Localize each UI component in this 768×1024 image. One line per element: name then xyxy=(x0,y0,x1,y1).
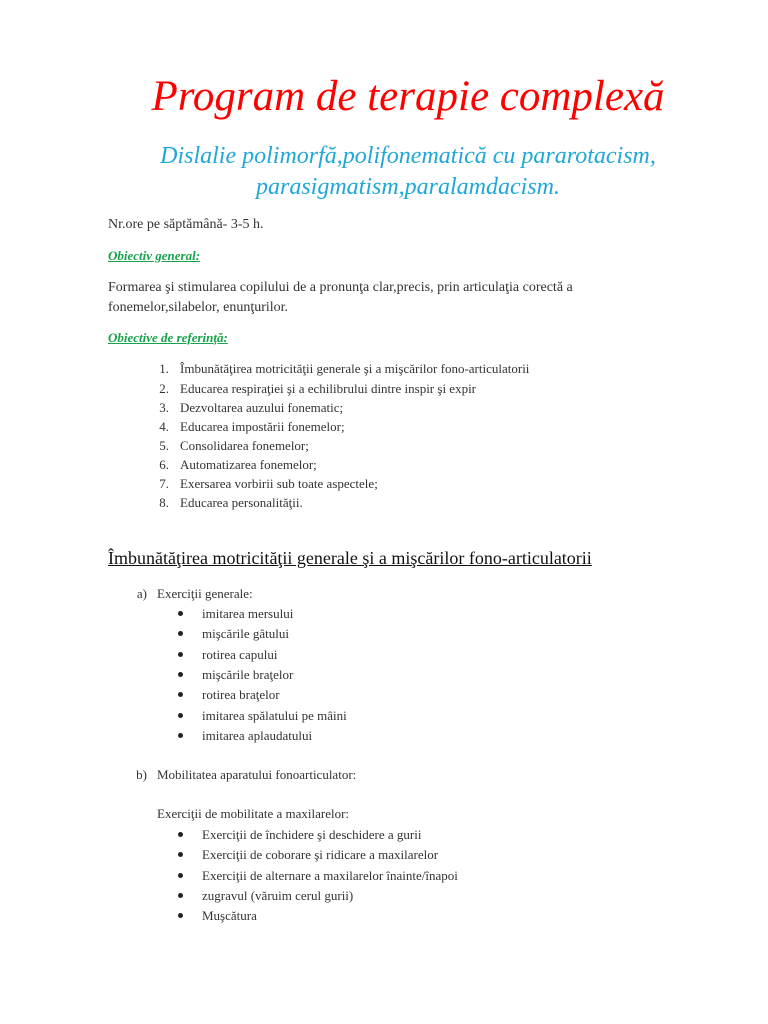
item-text: mişcările braţelor xyxy=(202,667,294,682)
general-objective-heading: Obiectiv general: xyxy=(108,248,201,263)
item-text: Dezvoltarea auzului fonematic; xyxy=(180,400,344,415)
reference-objectives-heading: Obiective de referinţă: xyxy=(108,330,228,345)
item-text: Îmbunătăţirea motricităţii generale şi a mişcărilor fono-articulatorii xyxy=(180,361,530,376)
bullet-icon xyxy=(178,713,183,718)
general-objective-line-2: fonemelor,silabelor, enunţurilor. xyxy=(108,300,289,315)
item-text: zugravul (văruim cerul gurii) xyxy=(202,888,354,903)
item-text: Muşcătura xyxy=(202,908,257,923)
part-a-title: Exerciţii generale: xyxy=(157,586,253,601)
hours-per-week: Nr.ore pe săptămână- 3-5 h. xyxy=(108,217,264,232)
bullet-icon xyxy=(178,733,183,738)
item-text: imitarea aplaudatului xyxy=(202,728,313,743)
item-text: Educarea respiraţiei şi a echilibrului dintre inspir şi expir xyxy=(180,381,477,396)
bullet-icon xyxy=(178,652,183,657)
item-number: 2. xyxy=(159,381,169,396)
item-number: 7. xyxy=(159,476,169,491)
item-number: 4. xyxy=(159,419,169,434)
bullet-icon xyxy=(178,893,183,898)
item-text: imitarea spălatului pe mâini xyxy=(202,708,347,723)
item-number: 8. xyxy=(159,495,169,510)
bullet-icon xyxy=(178,611,183,616)
bullet-icon xyxy=(178,832,183,837)
item-number: 5. xyxy=(159,438,169,453)
item-text: Exerciţii de alternare a maxilarelor înainte/înapoi xyxy=(202,868,458,883)
bullet-icon xyxy=(178,692,183,697)
subtitle-line-2: parasigmatism,paralamdacism. xyxy=(255,174,561,200)
bullet-icon xyxy=(178,873,183,878)
section-heading: Îmbunătăţirea motricităţii generale şi a mişcărilor fono-articulatorii xyxy=(108,548,592,568)
item-text: Exerciţii de închidere şi deschidere a gurii xyxy=(202,827,422,842)
general-objective-line-1: Formarea şi stimularea copilului de a pronunţa clar,precis, prin articulaţia corectă a xyxy=(108,280,573,295)
part-b-label: b) xyxy=(136,767,147,782)
item-text: imitarea mersului xyxy=(202,606,294,621)
item-number: 1. xyxy=(159,361,169,376)
item-text: rotirea braţelor xyxy=(202,687,280,702)
item-text: Exersarea vorbirii sub toate aspectele; xyxy=(180,476,378,491)
part-a-label: a) xyxy=(136,586,147,601)
item-text: Automatizarea fonemelor; xyxy=(180,457,317,472)
item-number: 3. xyxy=(159,400,169,415)
bullet-icon xyxy=(178,913,183,918)
item-text: rotirea capului xyxy=(202,647,278,662)
item-text: Educarea impostării fonemelor; xyxy=(180,419,345,434)
subtitle-line-1: Dislalie polimorfă,polifonematică cu pararotacism, xyxy=(160,143,656,169)
document-title: Program de terapie complexă xyxy=(151,73,665,120)
item-text: mişcările gâtului xyxy=(202,626,290,641)
bullet-icon xyxy=(178,852,183,857)
part-b-subtitle: Exerciţii de mobilitate a maxilarelor: xyxy=(157,806,350,821)
bullet-icon xyxy=(178,672,183,677)
item-text: Consolidarea fonemelor; xyxy=(180,438,309,453)
item-text: Educarea personalităţii. xyxy=(180,495,303,510)
part-b-title: Mobilitatea aparatului fonoarticulator: xyxy=(157,767,357,782)
bullet-icon xyxy=(178,631,183,636)
item-number: 6. xyxy=(159,457,169,472)
item-text: Exerciţii de coborare şi ridicare a maxilarelor xyxy=(202,847,439,862)
